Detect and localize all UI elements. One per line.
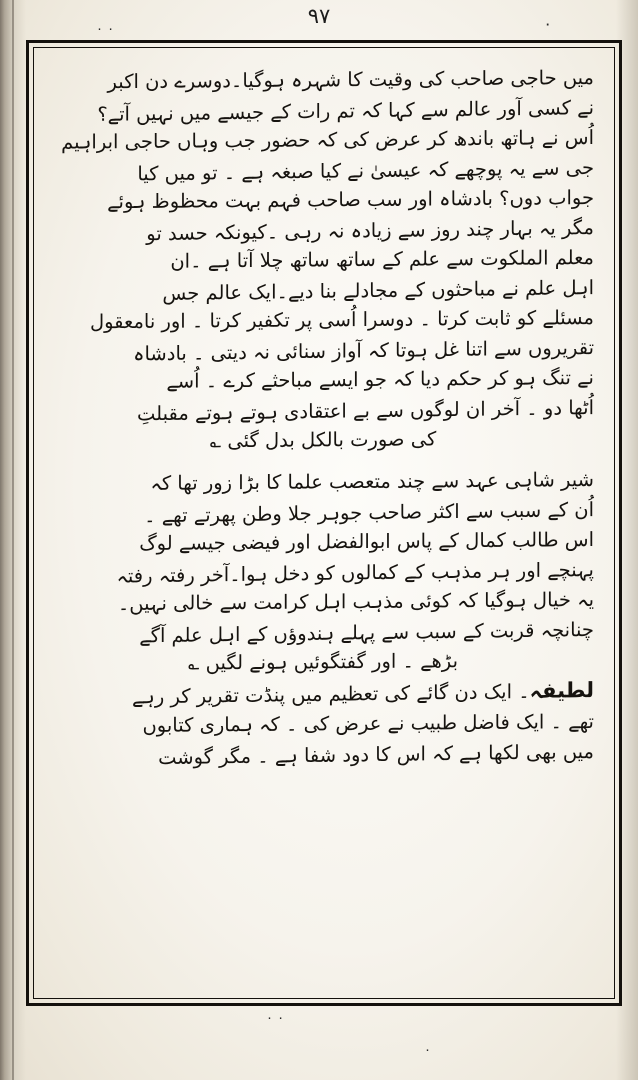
body-line: معلم الملکوت سے علم کے ساتھ ساتھ چلا آتا ہے ۔ان xyxy=(170,246,594,273)
body-line: اس طالب کمال کے پاس ابوالفضل اور فیضی جیسے لوگ xyxy=(139,528,594,555)
body-line: پہنچے اور ہر مذہب کے کمالوں کو دخل ہوا۔آخر رفتہ رفتہ xyxy=(116,558,594,588)
bottom-single-mark: ٠ xyxy=(424,1043,431,1058)
body-line: مسئلے کو ثابت کرتا ۔ دوسرا اُسی پر تکفیر کرتا ۔ اور نامعقول xyxy=(89,306,594,334)
body-line: اُٹھا دو ۔ آخر ان لوگوں سے بے اعتقادی ہوتے ہوتے مقبلتِ xyxy=(137,396,594,426)
body-line: نے تنگ ہو کر حکم دیا کہ جو ایسے مباحثے کرے ۔ اُسے xyxy=(166,366,594,393)
body-line: اُس نے ہاتھ باندھ کر عرض کی کہ حضور جب وہاں حاجی ابراہیم xyxy=(61,126,594,154)
body-line: چنانچہ قربت کے سبب سے پہلے ہندوؤں کے اہل علم آگے xyxy=(139,618,594,648)
latifa-heading: لطیفہ xyxy=(529,678,594,703)
body-line: جی سے یہ پوچھے کہ عیسیٰ نے کیا صبغہ ہے ۔ تو میں کیا xyxy=(137,156,594,186)
folio-number: ۹۷ xyxy=(307,4,331,28)
body-line: اہل علم نے مباحثوں کے مجادلے بنا دیے۔ایک عالم جس xyxy=(162,276,594,306)
body-line: اُن کے سبب سے اکثر صاحب جوہر جلا وطن پھرتے تھے ۔ xyxy=(144,498,594,528)
latifa-line: میں بھی لکھا ہے کہ اس کا دود شفا ہے ۔ مگر گوشت xyxy=(158,739,594,769)
body-line: مگر یہ بہار چند روز سے زیادہ نہ رہی ۔کیونکہ حسد تو xyxy=(146,216,594,246)
body-line: میں حاجی صاحب کی وقیت کا شہرہ ہوگیا۔دوسرے دن اکبر xyxy=(107,66,594,94)
body-line: یہ خیال ہوگیا کہ کوئی مذہب اہل کرامت سے خالی نہیں۔ xyxy=(117,588,594,616)
bottom-marks: ٠ ٠ xyxy=(266,1011,285,1026)
body-line: نے کسی آور عالم سے کہا کہ تم رات کے جیسے میں نہیں آتے؟ xyxy=(97,96,594,126)
latifa-first-line xyxy=(52,680,594,709)
latifa-line: ۔ ایک دن گائے کی تعظیم میں پنڈت تقریر کر رہے xyxy=(132,679,530,709)
top-left-marks: ٠ ٠ xyxy=(96,22,115,37)
body-line: تقریروں سے اتنا غل ہوتا کہ آواز سنائی نہ دیتی ۔ بادشاہ xyxy=(133,336,594,366)
body-line: شیر شاہی عہد سے چند متعصب علما کا بڑا زور تھا کہ xyxy=(150,468,594,495)
body-line: جواب دوں؟ بادشاہ اور سب صاحب فہم بہت محظوظ ہوئے xyxy=(107,186,594,214)
body-text-block xyxy=(40,58,608,990)
book-gutter-line xyxy=(12,0,14,1080)
latifa-line: تھے ۔ ایک فاضل طبیب نے عرض کی ۔ کہ ہماری کتابوں xyxy=(142,709,594,737)
body-line: بڑھے ۔ اور گفتگوئیں ہونے لگیں ؎ xyxy=(187,649,458,675)
body-line: کی صورت بالکل بدل گئی ؎ xyxy=(209,427,437,453)
top-right-mark: ٠ xyxy=(543,14,552,33)
